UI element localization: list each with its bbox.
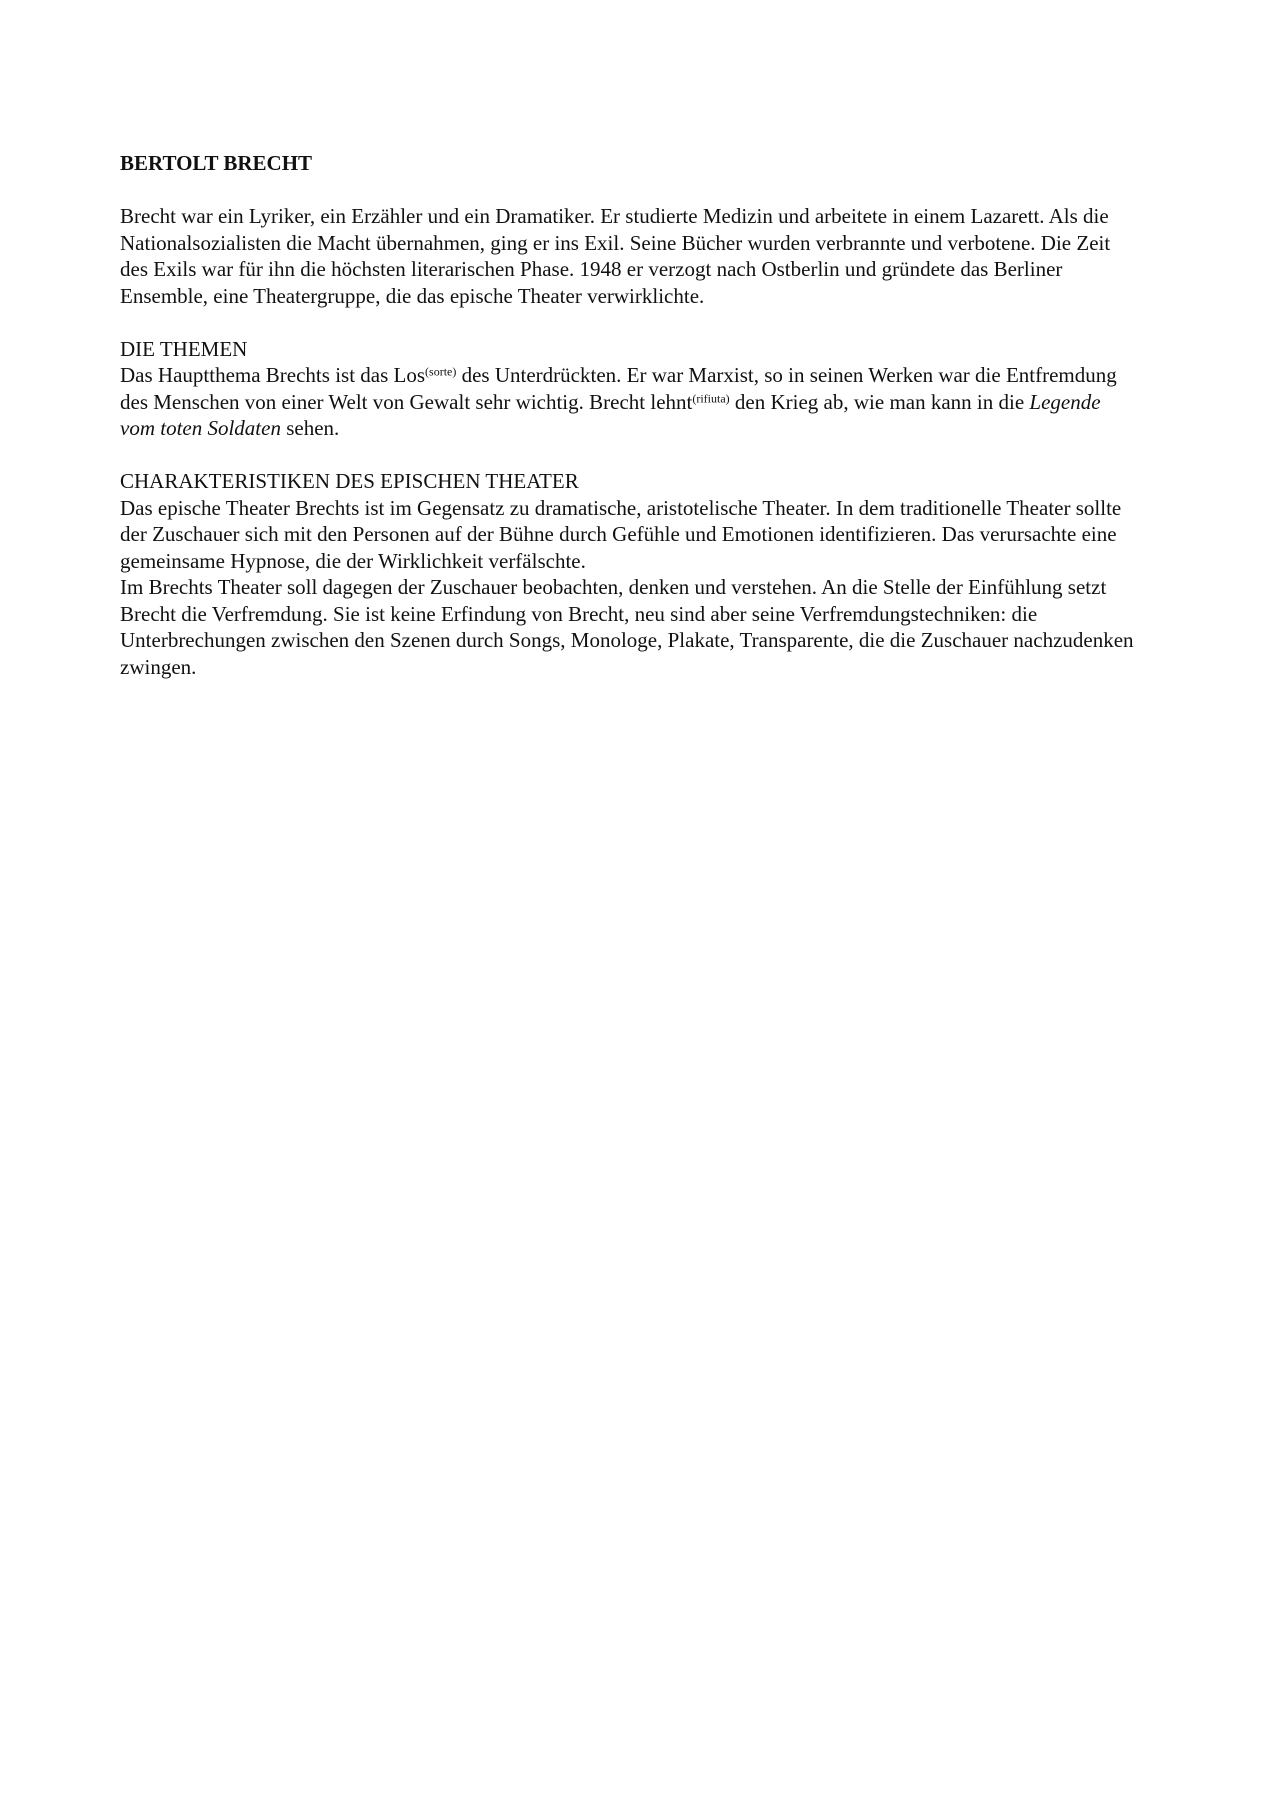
spacer — [120, 442, 1140, 469]
themes-text-2: des Unterdrückten. Er war Marxist, so in seinen Werken war die Entfremdung des Menschen von einer Welt von Gewalt sehr wichtig. Brecht lehnt — [120, 363, 1117, 414]
spacer — [120, 177, 1140, 204]
footnote-rifiuta: (rifiuta) — [692, 390, 730, 405]
footnote-sorte: (sorte) — [425, 364, 457, 379]
document-title: BERTOLT BRECHT — [120, 151, 313, 175]
spacer — [120, 309, 1140, 336]
themes-text-4: sehen. — [280, 416, 340, 440]
epic-theater-paragraph-1: Das epische Theater Brechts ist im Gegensatz zu dramatische, aristotelische Theater. In dem traditionelle Theater sollte der Zuschauer sich mit den Personen auf der Bühne durch Gefühle und Emotionen identifizieren. Das verursachte eine gemeinsame Hypnose, die der Wirklichkeit verfälschte. — [120, 495, 1122, 573]
epic-theater-heading: CHARAKTERISTIKEN DES EPISCHEN THEATER — [120, 469, 579, 493]
themes-text-3: den Krieg ab, wie man kann in die — [729, 389, 1030, 414]
themes-heading: DIE THEMEN — [120, 336, 248, 361]
themes-paragraph — [120, 362, 1140, 442]
themes-text-1: Das Hauptthema Brechts ist das Los — [120, 363, 426, 387]
document-body — [120, 150, 1140, 680]
epic-theater-paragraph-2: Im Brechts Theater soll dagegen der Zuschauer beobachten, denken und verstehen. An die Stelle der Einfühlung setzt Brecht die Verfremdung. Sie ist keine Erfindung von Brecht, neu sind aber seine Verfremdungstechniken: die Unterbrechungen zwischen den Szenen durch Songs, Monologe, Plakate, Transparente, die die Zuschauer nachzudenken zwingen. — [120, 575, 1134, 679]
intro-paragraph: Brecht war ein Lyriker, ein Erzähler und ein Dramatiker. Er studierte Medizin und arbeitete in einem Lazarett. Als die Nationalsozialisten die Macht übernahmen, ging er ins Exil. Seine Bücher wurden verbrannte und verbotene. Die Zeit des Exils war für ihn die höchsten literarischen Phase. 1948 er verzogt nach Ostberlin und gründete das Berliner Ensemble, eine Theatergruppe, die das epische Theater verwirklichte. — [120, 204, 1111, 308]
work-title: Legende vom toten Soldaten — [120, 389, 1101, 440]
